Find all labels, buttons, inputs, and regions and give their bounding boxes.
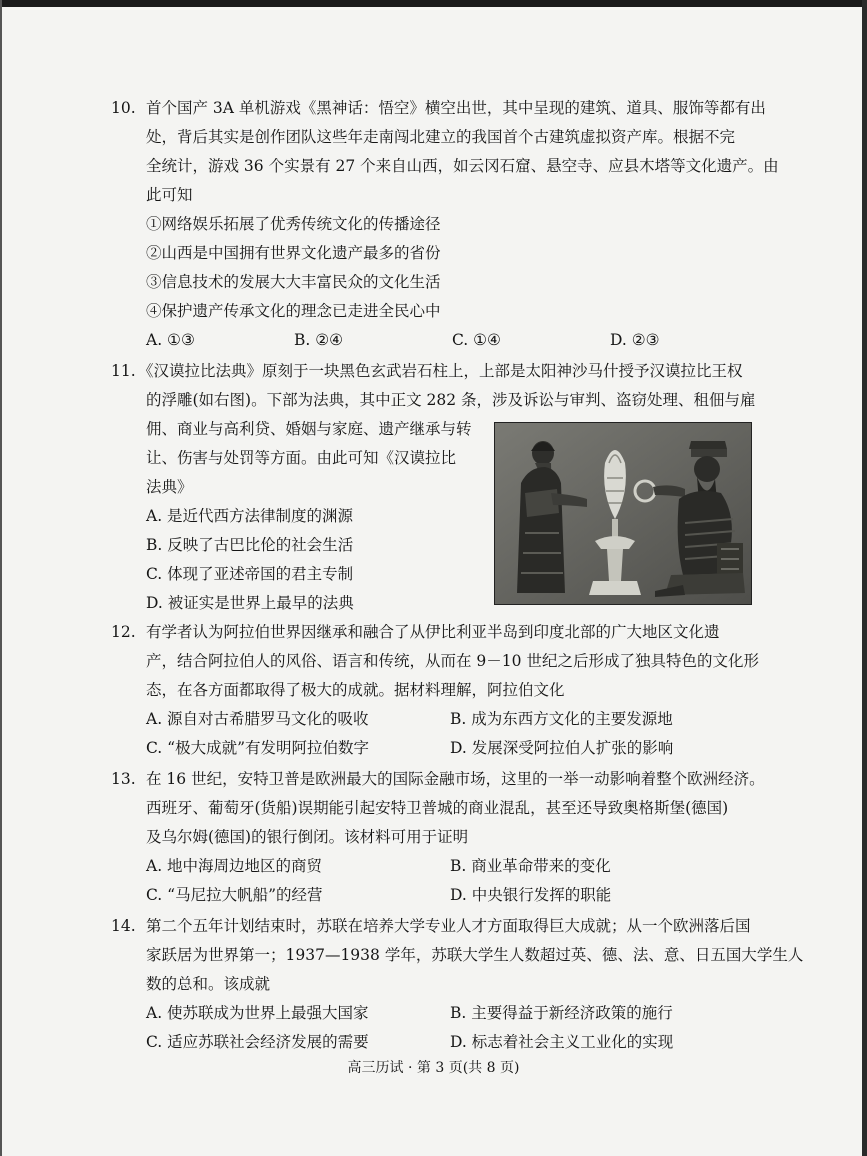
scan-edge-left bbox=[0, 0, 2, 1156]
option-b[interactable]: B. 成为东西方文化的主要发源地 bbox=[450, 710, 673, 728]
question-text-line: 及乌尔姆(德国)的银行倒闭。该材料可用于证明 bbox=[146, 828, 469, 846]
statement-item: ③信息技术的发展大大丰富民众的文化生活 bbox=[146, 273, 441, 291]
question-text-line: 态，在各方面都取得了极大的成就。据材料理解，阿拉伯文化 bbox=[146, 681, 565, 699]
question-text-line: 处，背后其实是创作团队这些年走南闯北建立的我国首个古建筑虚拟资产库。根据不完 bbox=[146, 128, 736, 146]
option-d[interactable]: D. ②③ bbox=[610, 331, 660, 349]
option-d[interactable]: D. 标志着社会主义工业化的实现 bbox=[450, 1033, 674, 1051]
option-c[interactable]: C. ①④ bbox=[452, 331, 501, 349]
scan-edge-right bbox=[862, 0, 867, 1156]
hammurabi-relief-image bbox=[494, 422, 752, 605]
statement-item: ④保护遗产传承文化的理念已走进全民心中 bbox=[146, 302, 441, 320]
option-a[interactable]: A. 源自对古希腊罗马文化的吸收 bbox=[146, 710, 369, 728]
option-c[interactable]: C. 适应苏联社会经济发展的需要 bbox=[146, 1033, 369, 1051]
question-text-line: 数的总和。该成就 bbox=[146, 975, 271, 993]
option-b[interactable]: B. 反映了古巴比伦的社会生活 bbox=[146, 536, 354, 554]
option-d[interactable]: D. 中央银行发挥的职能 bbox=[450, 886, 612, 904]
option-a[interactable]: A. 地中海周边地区的商贸 bbox=[146, 857, 323, 875]
question-text-line: 第二个五年计划结束时，苏联在培养大学专业人才方面取得巨大成就；从一个欧洲落后国 bbox=[146, 917, 751, 935]
question-number: 12. bbox=[111, 623, 136, 641]
question-text-line: 《汉谟拉比法典》原刻于一块黑色玄武岩石柱上，上部是太阳神沙马什授予汉谟拉比王权 bbox=[138, 362, 743, 380]
option-d[interactable]: D. 发展深受阿拉伯人扩张的影响 bbox=[450, 739, 674, 757]
question-text-line: 佣、商业与高利贷、婚姻与家庭、遗产继承与转 bbox=[146, 420, 472, 438]
option-c[interactable]: C. “极大成就”有发明阿拉伯数字 bbox=[146, 739, 370, 757]
option-d[interactable]: D. 被证实是世界上最早的法典 bbox=[146, 594, 354, 612]
option-a[interactable]: A. 是近代西方法律制度的渊源 bbox=[146, 507, 354, 525]
option-a[interactable]: A. ①③ bbox=[146, 331, 195, 349]
question-number: 10. bbox=[111, 99, 136, 117]
question-number: 13. bbox=[111, 770, 136, 788]
question-number: 14. bbox=[111, 917, 136, 935]
page-footer: 高三历试 · 第 3 页(共 8 页) bbox=[347, 1060, 520, 1076]
question-text-line: 在 16 世纪，安特卫普是欧洲最大的国际金融市场，这里的一举一动影响着整个欧洲经济。 bbox=[146, 770, 765, 788]
option-b[interactable]: B. ②④ bbox=[294, 331, 344, 349]
scan-edge-top bbox=[0, 0, 867, 7]
question-text-line: 家跃居为世界第一；1937—1938 学年，苏联大学生人数超过英、德、法、意、日五国大学生人 bbox=[146, 946, 804, 964]
question-text-line: 法典》 bbox=[146, 478, 193, 496]
option-c[interactable]: C. 体现了亚述帝国的君主专制 bbox=[146, 565, 354, 583]
question-text-line: 此可知 bbox=[146, 186, 193, 204]
statement-item: ②山西是中国拥有世界文化遗产最多的省份 bbox=[146, 244, 441, 262]
question-text-line: 有学者认为阿拉伯世界因继承和融合了从伊比利亚半岛到印度北部的广大地区文化遗 bbox=[146, 623, 720, 641]
question-text-line: 西班牙、葡萄牙(货船)误期能引起安特卫普城的商业混乱，甚至还导致奥格斯堡(德国) bbox=[146, 799, 729, 817]
statement-item: ①网络娱乐拓展了优秀传统文化的传播途径 bbox=[146, 215, 441, 233]
question-number: 11. bbox=[111, 362, 136, 380]
option-b[interactable]: B. 主要得益于新经济政策的施行 bbox=[450, 1004, 673, 1022]
option-b[interactable]: B. 商业革命带来的变化 bbox=[450, 857, 611, 875]
question-text-line: 全统计，游戏 36 个实景有 27 个来自山西，如云冈石窟、悬空寺、应县木塔等文化遗产。由 bbox=[146, 157, 779, 175]
question-text-line: 的浮雕(如右图)。下部为法典，其中正文 282 条，涉及诉讼与审判、盗窃处理、租佃与雇 bbox=[146, 391, 756, 409]
question-text-line: 首个国产 3A 单机游戏《黑神话：悟空》横空出世，其中呈现的建筑、道具、服饰等都有出 bbox=[146, 99, 766, 117]
option-a[interactable]: A. 使苏联成为世界上最强大国家 bbox=[146, 1004, 369, 1022]
option-c[interactable]: C. “马尼拉大帆船”的经营 bbox=[146, 886, 323, 904]
question-text-line: 产，结合阿拉伯人的风俗、语言和传统，从而在 9－10 世纪之后形成了独具特色的文化形 bbox=[146, 652, 759, 670]
question-text-line: 让、伤害与处罚等方面。由此可知《汉谟拉比 bbox=[146, 449, 457, 467]
